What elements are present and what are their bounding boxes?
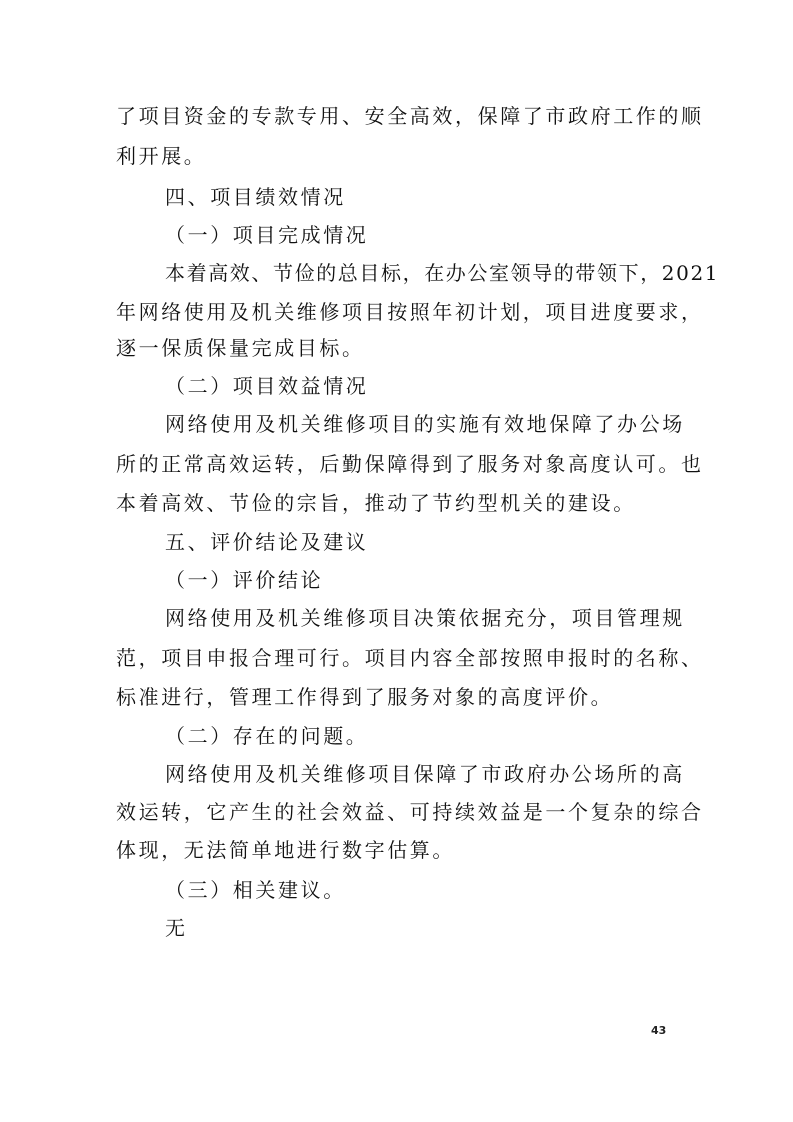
text-line: 逐一保质保量完成目标。	[116, 336, 365, 360]
subsection-heading: （二）存在的问题。	[165, 724, 369, 748]
text-line: 了项目资金的专款专用、安全高效，保障了市政府工作的顺	[116, 104, 704, 128]
text-line: 网络使用及机关维修项目的实施有效地保障了办公场	[165, 412, 685, 436]
text-line: 本着高效、节俭的总目标，在办公室领导的带领下，2021	[165, 261, 720, 285]
text-line: 范，项目申报合理可行。项目内容全部按照申报时的名称、	[116, 646, 704, 670]
text-line: 所的正常高效运转，后勤保障得到了服务对象高度认可。也	[116, 452, 704, 476]
subsection-heading: （二）项目效益情况	[165, 374, 369, 398]
subsection-heading: （一）评价结论	[165, 568, 324, 592]
subsection-heading: （三）相关建议。	[165, 878, 346, 902]
text-line: 年网络使用及机关维修项目按照年初计划，项目进度要求，	[116, 300, 704, 324]
subsection-heading: （一）项目完成情况	[165, 223, 369, 247]
text-line: 体现，无法简单地进行数字估算。	[116, 838, 455, 862]
text-line: 无	[165, 916, 188, 940]
text-line: 标准进行，管理工作得到了服务对象的高度评价。	[116, 685, 614, 709]
section-heading: 五、评价结论及建议	[165, 530, 369, 554]
text-line: 本着高效、节俭的宗旨，推动了节约型机关的建设。	[116, 491, 636, 515]
text-line: 利开展。	[116, 144, 207, 168]
text-line: 网络使用及机关维修项目保障了市政府办公场所的高	[165, 762, 685, 786]
text-line: 网络使用及机关维修项目决策依据充分，项目管理规	[165, 606, 685, 630]
section-heading: 四、项目绩效情况	[165, 185, 346, 209]
text-line: 效运转，它产生的社会效益、可持续效益是一个复杂的综合	[116, 800, 704, 824]
page-number: 43	[651, 1024, 667, 1037]
